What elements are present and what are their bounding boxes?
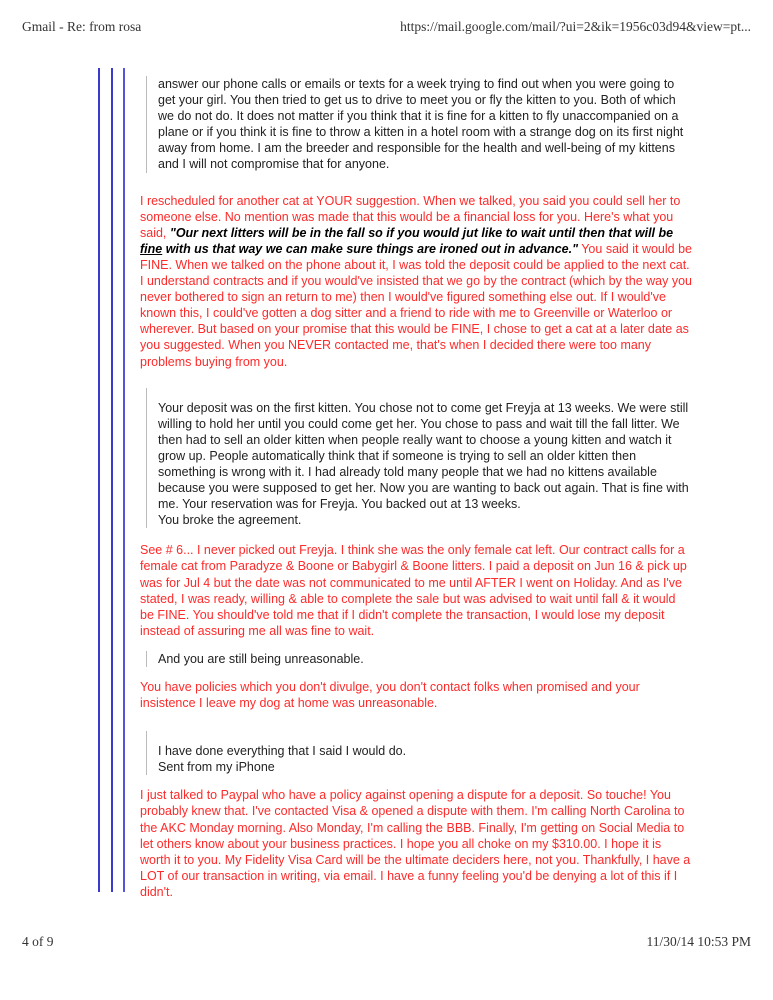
quoted-promise: "Our next litters will be in the fall so if you would jut like to wait until then that will be fine with us that way we can make sure things are ironed out in advance." <box>140 225 674 256</box>
reply-text: You have policies which you don't divulge, you don't contact folks when promised and your insistence I leave my dog at home was unreasonable. <box>140 680 640 711</box>
quoted-block-1 <box>146 76 692 173</box>
quoted-text: Your deposit was on the first kitten. You chose not to come get Freyja at 13 weeks. We were still willing to hold her until you could come get her. You chose to pass and wait till the fall litter. We then had to sell an older kitten when people really want to choose a young kitten and watch it grow up. People automatically think that if someone is trying to sell an older kitten then something is wrong with it. I had already told many people that we had no kittens available because you were supposed to get her. Now you are wanting to back out again. That is fine with me. Your reservation was for Freyja. You backed out at 13 weeks. <box>158 400 689 512</box>
quoted-block-2 <box>146 388 692 529</box>
reply-text: I rescheduled for another cat at YOUR suggestion. When we talked, you said you could sell her to someone else. No mention was made that this would be a financial loss for you. Here's what you said, <box>140 193 681 240</box>
signature: Sent from my iPhone <box>158 760 275 775</box>
print-datetime: 11/30/14 10:53 PM <box>646 934 751 949</box>
reply-text-cont: You said it would be FINE. When we talked on the phone about it, I was told the deposit could be applied to the next cat. I understand contracts and if you would've insisted that we go by the contract (which by the way you never bothered to sign an return to me) then I would've figured something else out. If I would've known this, I could've gotten a dog sitter and a friend to ride with me to Greenville or Waterloo or wherever. But based on your promise that this would be FINE, I chose to get a cat at a later date as you suggested. When you NEVER contacted me, that's when I decided there were too many problems buying from you. <box>140 241 692 369</box>
quote-bar-middle <box>111 68 113 892</box>
quote-bar-inner <box>123 68 125 892</box>
page-number: 4 of 9 <box>22 934 54 949</box>
print-footer <box>22 934 751 950</box>
quote-bar-outer <box>98 68 100 892</box>
quoted-text-last: You broke the agreement. <box>158 513 302 528</box>
quoted-text: And you are still being unreasonable. <box>158 651 364 666</box>
quoted-block-3 <box>146 651 692 667</box>
reply-text: See # 6... I never picked out Freyja. I think she was the only female cat left. Our contract calls for a female cat from Paradyze & Boone or Babygirl & Boone litters. I paid a deposit on Jun 16 & pick up was for Jul 4 but the date was not communicated to me until AFTER I went on Holiday. And as I've stated, I was ready, willing & able to complete the sale but was advised to wait until fall & it would be FINE. You should've told me that if I didn't complete the transaction, I would lose my deposit instead of assuring me all was fine to wait. <box>140 543 687 638</box>
reply-block-4 <box>140 787 692 900</box>
reply-block-1 <box>140 193 692 370</box>
email-body <box>140 76 692 900</box>
page-url[interactable]: https://mail.google.com/mail/?ui=2&ik=1956c03d94&view=pt... <box>400 19 751 34</box>
quoted-text: answer our phone calls or emails or texts for a week trying to find out when you were going to get your girl. You then tried to get us to drive to meet you or fly the kitten to you. Both of which we do not do. It does not matter if you think that it is fine for a kitten to fly unaccompanied on a plane or if you think it is fine to throw a kitten in a hotel room with a strange dog on its first night away from home. I am the breeder and responsible for the health and well-being of my kittens and I will not compromise that for anyone. <box>158 77 684 172</box>
print-header <box>22 19 751 35</box>
page-title: Gmail - Re: from rosa <box>22 19 142 34</box>
reply-text: I just talked to Paypal who have a policy against opening a dispute for a deposit. So touche! You probably knew that. I've contacted Visa & opened a dispute with them. I'm calling North Carolina to the AKC Monday morning. Also Monday, I'm calling the BBB. Finally, I'm getting on Social Media to let others know about your business practices. I hope you all choke on my $310.00. I hope it is worth it to you. My Fidelity Visa Card will be the ultimate deciders here, not you. Thankfully, I have a LOT of our transaction in writing, via email. I have a funny feeling you'd be denying a lot of this if I didn't. <box>140 788 691 899</box>
quoted-text: I have done everything that I said I would do. <box>158 744 407 759</box>
quoted-block-4 <box>146 731 692 775</box>
reply-block-2 <box>140 542 692 639</box>
reply-block-3 <box>140 679 692 711</box>
